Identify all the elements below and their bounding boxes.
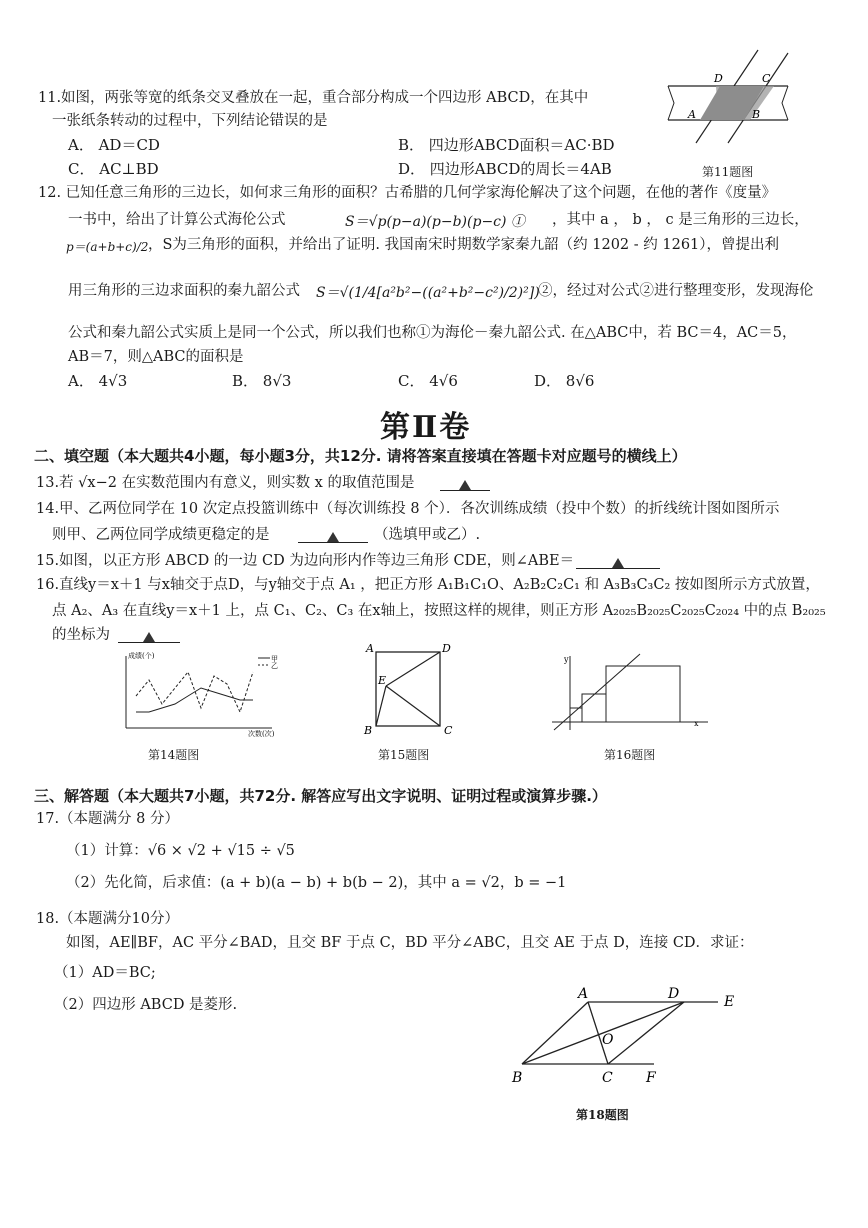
q15-label-e: E <box>378 674 387 687</box>
q14-legend-jia: 甲 <box>271 655 278 663</box>
q18-label-d: D <box>668 986 680 1002</box>
q18-figure <box>506 984 746 1088</box>
q18-caption: 第18题图 <box>576 1108 629 1122</box>
q14-caption: 第14题图 <box>148 748 200 762</box>
q11-option-a: A． AD＝CD <box>68 136 160 154</box>
q14-series-jia <box>136 688 253 712</box>
q18-head: 18.（本题满分10分） <box>36 911 180 927</box>
q11-label-c: C <box>762 72 771 85</box>
q18-label-o: O <box>602 1032 614 1048</box>
q16-axis-y: y <box>564 655 569 664</box>
q11-option-c: C． AC⊥BD <box>68 160 159 178</box>
q15-answer-blank[interactable] <box>576 552 660 569</box>
q11-option-d: D． 四边形ABCD的周长＝4AB <box>398 160 612 178</box>
q18-label-c: C <box>602 1070 613 1086</box>
q13-answer-blank[interactable] <box>440 474 490 491</box>
q15-text: 15.如图，以正方形 ABCD 的一边 CD 为边向形内作等边三角形 CDE，则∠ABE＝ <box>36 553 575 569</box>
q16-line1: 16.直线y＝x＋1 与x轴交于点D，与y轴交于点 A₁ ，把正方形 A₁B₁C₁O、A₂B₂C₂C₁ 和 A₃B₃C₃C₂ 按如图所示方式放置， <box>36 577 820 593</box>
q13-text: 13.若 √x−2 在实数范围内有意义，则实数 x 的取值范围是 <box>36 475 415 491</box>
q13-blank-marker-icon <box>459 480 471 490</box>
q18-label-e: E <box>724 994 735 1010</box>
q12-line5: 公式和秦九韶公式实质上是同一个公式，所以我们也称①为海伦－秦九韶公式. 在△ABC中，若 BC＝4，AC＝5， <box>68 325 797 341</box>
q12-line4a: 用三角形的三边求面积的秦九韶公式 <box>68 283 300 299</box>
q18-line1: 如图，AE∥BF，AC 平分∠BAD，且交 BF 于点 C，BD 平分∠ABC，且交 AE 于点 D，连接 CD．求证： <box>66 935 754 951</box>
q15-label-b: B <box>364 724 373 737</box>
q16-blank-marker-icon <box>143 632 155 642</box>
q14-answer-blank[interactable] <box>298 526 368 543</box>
q12-option-c: C． 4√6 <box>398 372 458 390</box>
q11-figure <box>666 48 796 158</box>
q12-line1: 12. 已知任意三角形的三边长，如何求三角形的面积？古希腊的几何学家海伦解决了这个问题，在他的著作《度量》 <box>38 185 777 201</box>
q12-qin-formula: S＝√(1/4[a²b²−((a²+b²−c²)/2)²]) <box>316 285 540 301</box>
q12-option-b: B． 8√3 <box>232 372 292 390</box>
q14-figure <box>110 650 280 740</box>
q15-label-d: D <box>442 642 451 655</box>
q11-label-a: A <box>688 108 696 121</box>
q18-part1: （1）AD＝BC; <box>54 965 156 981</box>
q12-heron-formula: S＝√p(p−a)(p−b)(p−c) ① <box>345 214 525 230</box>
q11-label-d: D <box>714 72 723 85</box>
q15-caption: 第15题图 <box>378 748 430 762</box>
q11-line2: 一张纸条转动的过程中，下列结论错误的是 <box>52 113 328 129</box>
q12-option-d: D． 8√6 <box>534 372 595 390</box>
q15-figure <box>358 642 468 738</box>
q17-head: 17.（本题满分 8 分） <box>36 811 180 827</box>
q18-label-f: F <box>646 1070 656 1086</box>
q18-label-a: A <box>578 986 589 1002</box>
section2-heading: 二、填空题（本大题共4小题，每小题3分，共12分. 请将答案直接填在答题卡对应题号的横线上） <box>34 447 687 465</box>
q17-part2: （2）先化简，后求值：(a + b)(a − b) + b(b − 2)，其中 a = √2，b = −1 <box>66 875 567 891</box>
q18-part2: （2）四边形 ABCD 是菱形. <box>54 997 238 1013</box>
q12-line4b: ②，经过对公式②进行整理变形，发现海伦 <box>538 283 814 299</box>
q12-option-a: A． 4√3 <box>68 372 128 390</box>
q12-line2b: ，其中 a ， b ， c 是三角形的三边长， <box>552 212 809 228</box>
q15-blank-marker-icon <box>612 558 624 568</box>
q11-option-b: B． 四边形ABCD面积＝AC·BD <box>398 136 615 154</box>
q16-line2: 点 A₂、A₃ 在直线y＝x＋1 上，点 C₁、C₂、C₃ 在x轴上，按照这样的规律，则正方形 A₂₀₂₅B₂₀₂₅C₂₀₂₅C₂₀₂₄ 中的点 B₂₀₂₅ <box>52 603 826 619</box>
q12-line2a: 一书中，给出了计算公式海伦公式 <box>68 212 286 228</box>
q16-line3: 的坐标为 <box>52 627 110 643</box>
q11-caption: 第11题图 <box>702 165 754 179</box>
q12-line6: AB＝7，则△ABC的面积是 <box>68 349 244 365</box>
q14-ylabel: 成绩(个) <box>128 652 155 660</box>
part2-title: 第Ⅱ卷 <box>380 410 472 445</box>
q12-p-formula: p＝(a+b+c)/2 <box>66 240 149 254</box>
q18-label-b: B <box>512 1070 523 1086</box>
q16-caption: 第16题图 <box>604 748 656 762</box>
q12-line3: ，S为三角形的面积，并给出了证明. 我国南宋时期数学家秦九韶（约 1202 - 约 1261），曾提出利 <box>148 237 780 253</box>
q14-blank-marker-icon <box>327 532 339 542</box>
q16-figure <box>548 650 714 734</box>
q15-label-c: C <box>444 724 453 737</box>
q16-answer-blank[interactable] <box>118 626 180 643</box>
q14-xlabel: 次数(次) <box>248 730 275 738</box>
q14-line2b: （选填甲或乙）. <box>374 527 481 543</box>
q17-part1: （1）计算：√6 × √2 + √15 ÷ √5 <box>66 843 295 859</box>
section3-heading: 三、解答题（本大题共7小题，共72分. 解答应写出文字说明、证明过程或演算步骤.） <box>34 787 607 805</box>
q11-line1: 11.如图，两张等宽的纸条交叉叠放在一起，重合部分构成一个四边形 ABCD，在其中 <box>38 90 589 106</box>
q14-line2a: 则甲、乙两位同学成绩更稳定的是 <box>52 527 270 543</box>
q14-legend-yi: 乙 <box>271 662 278 670</box>
q14-line1: 14.甲、乙两位同学在 10 次定点投篮训练中（每次训练投 8 个）．各次训练成绩（投中个数）的折线统计图如图所示 <box>36 501 780 517</box>
q15-label-a: A <box>366 642 374 655</box>
q11-label-b: B <box>752 108 761 121</box>
q16-axis-x: x <box>694 719 699 728</box>
